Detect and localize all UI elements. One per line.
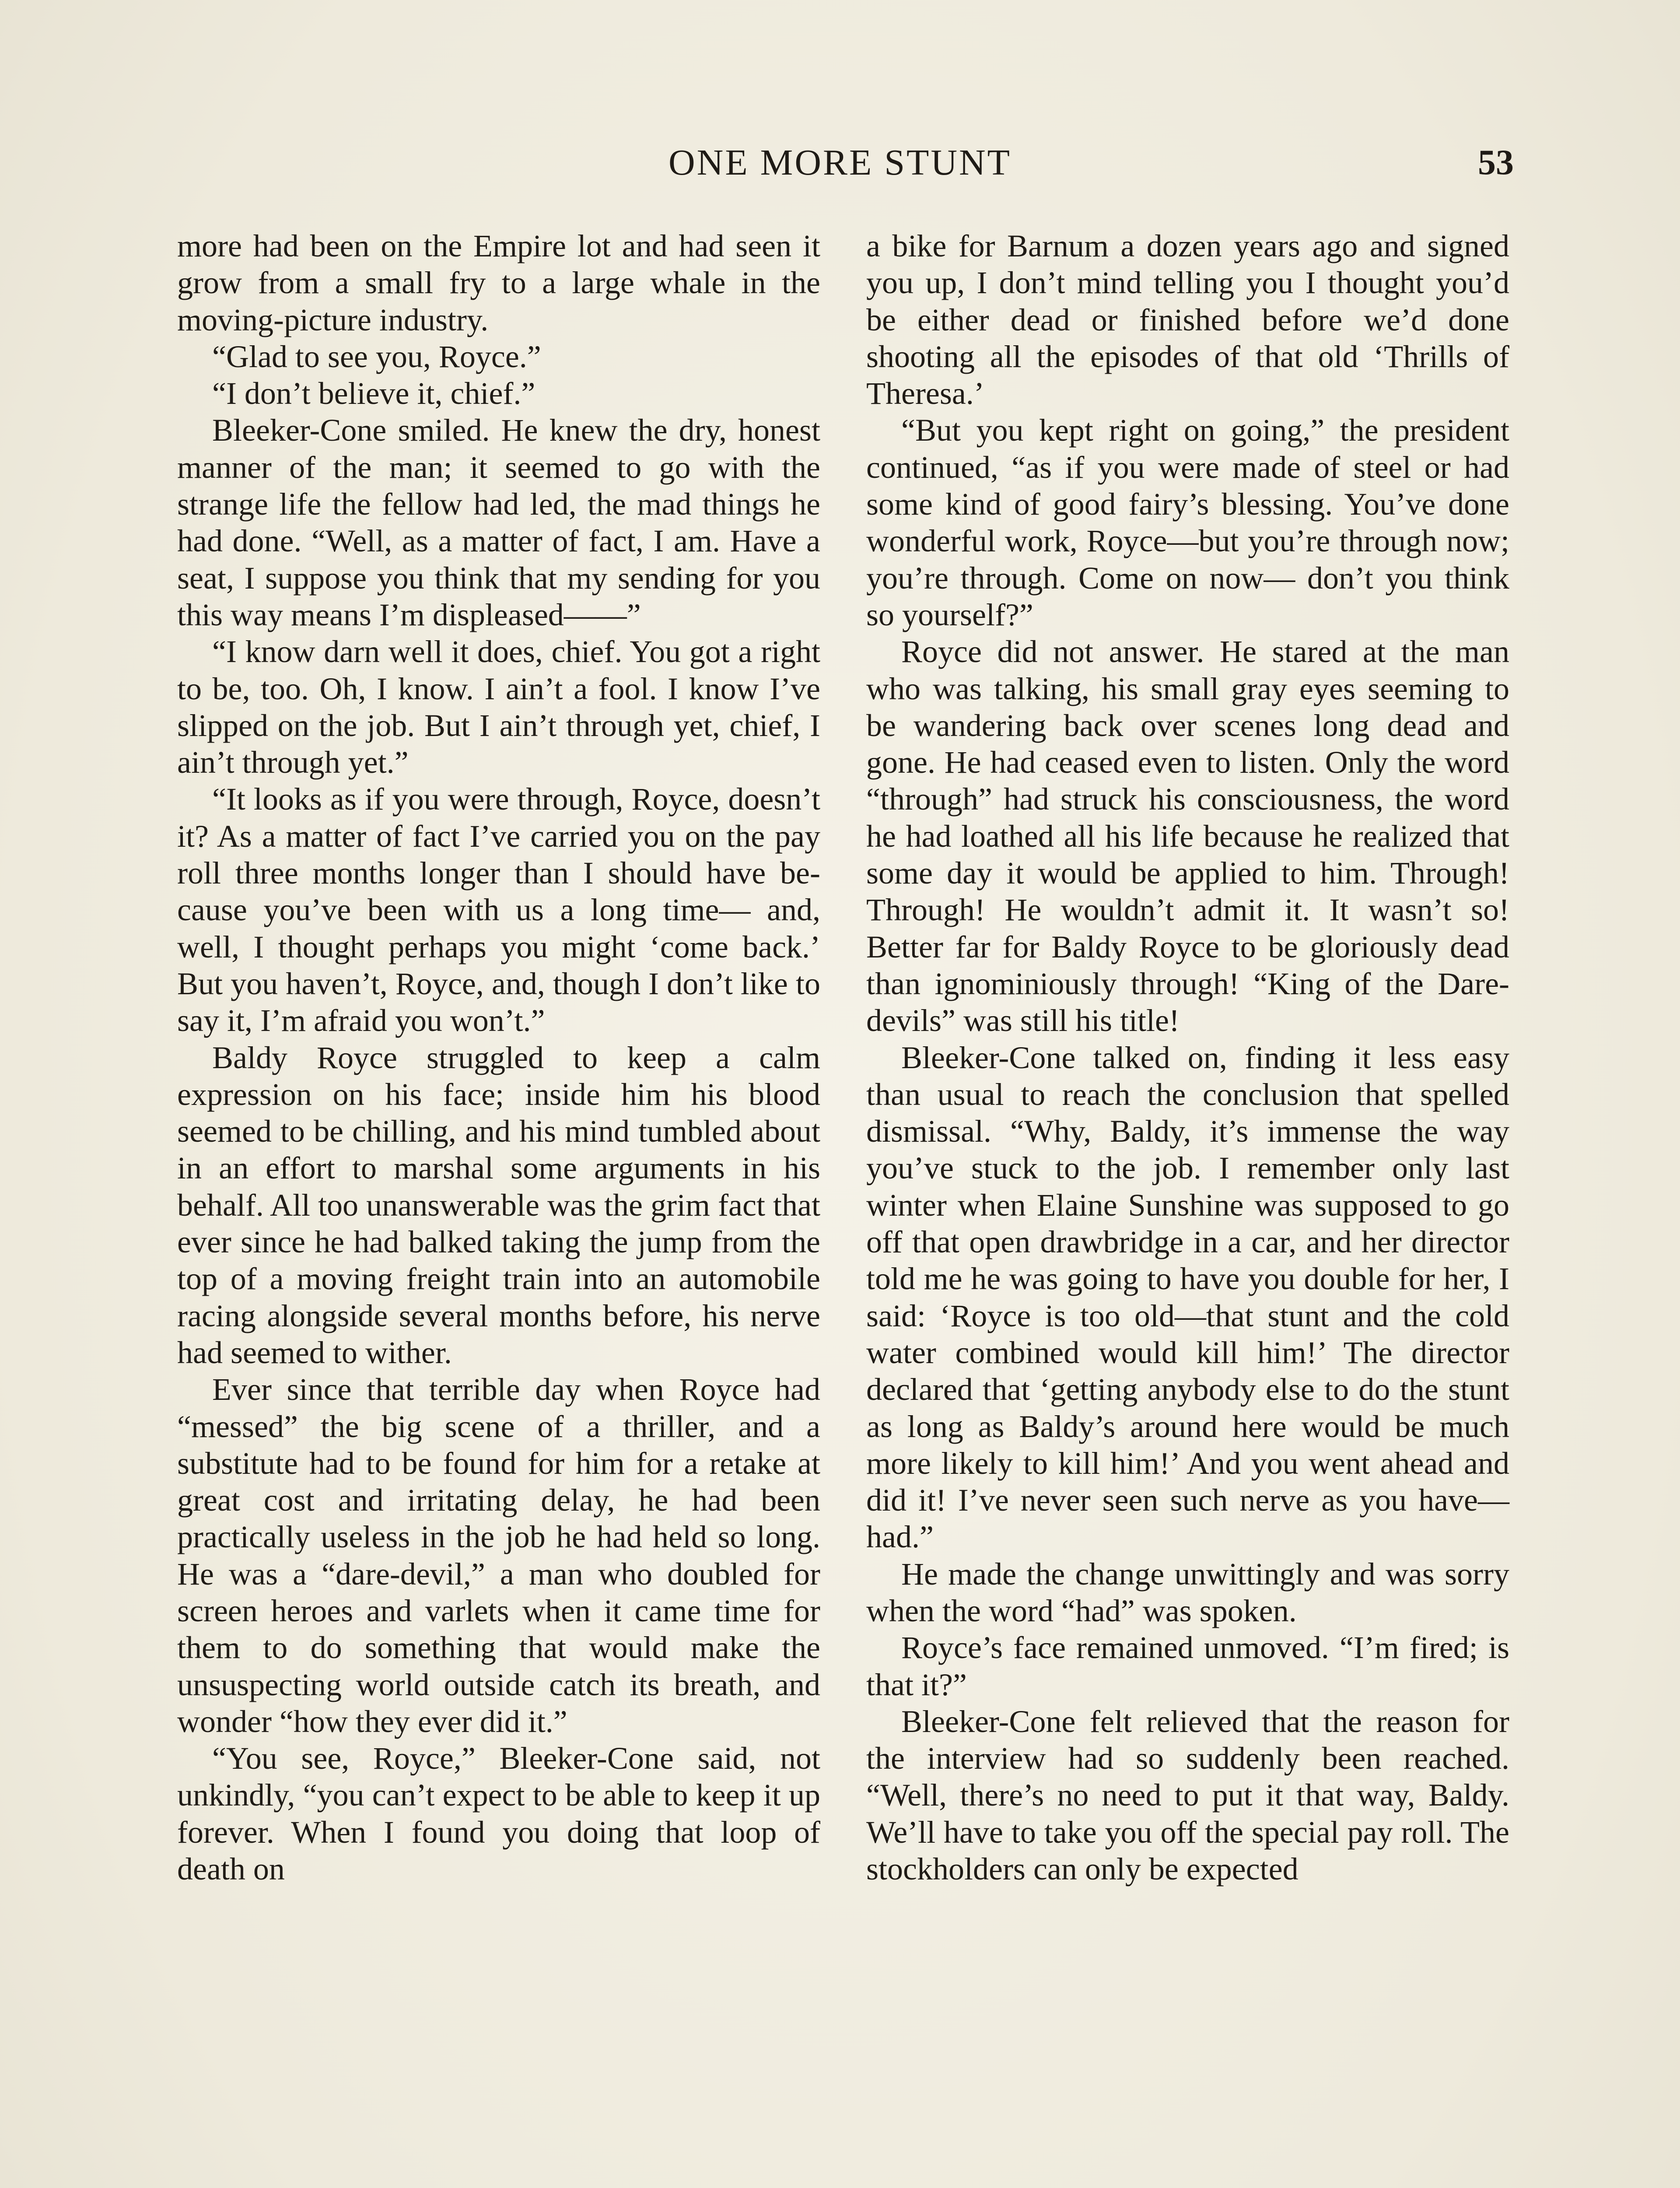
paragraph: “Glad to see you, Royce.” [212, 339, 541, 374]
left-column [177, 228, 820, 1887]
paragraph: Royce’s face remained unmoved. “I’m fired; is that it?” [866, 1630, 1509, 1702]
page-number: 53 [1478, 142, 1514, 182]
right-column [866, 228, 1509, 1887]
paragraph: Ever since that terrible day when Royce had “messed” the big scene of a thriller, and a substitute had to be found for him for a retake at great cost and irritating delay, he had been practically useless in the job he had held so long. He was a “dare-devil,” a man who doubled for screen heroes and varlets when it came time for them to do something that would make the unsuspecting world outside catch its breath, and wonder “how they ever did it.” [177, 1372, 820, 1739]
paragraph: “It looks as if you were through, Royce, doesn’t it? As a matter of fact I’ve carried you on the pay roll three months longer than I should have because you’ve been with us a long time— and, well, I thought perhaps you might ‘come back.’ But you haven’t, Royce, and, though I don’t like to say it, I’m afraid you won’t.” [177, 782, 820, 1038]
paragraph: “I know darn well it does, chief. You got a right to be, too. Oh, I know. I ain’t a fool. I know I’ve slipped on the job. But I ain’t through yet, chief, I ain’t through yet.” [177, 634, 820, 780]
paragraph: He made the change unwittingly and was sorry when the word “had” was spoken. [866, 1556, 1509, 1628]
paragraph: “But you kept right on going,” the president continued, “as if you were made of steel or had some kind of good fairy’s blessing. You’ve done wonderful work, Royce—but you’re through now; you’re through. Come on now— don’t you think so yourself?” [866, 413, 1509, 632]
paragraph: Bleeker-Cone felt relieved that the reason for the interview had so suddenly been reached. “Well, there’s no need to put it that way, Baldy. We’ll have to take you off the special pay roll. The stockholders can only be expected [866, 1704, 1509, 1887]
paragraph: Bleeker-Cone smiled. He knew the dry, honest manner of the man; it seemed to go with the strange life the fellow had led, the mad things he had done. “Well, as a matter of fact, I am. Have a seat, I suppose you think that my sending for you this way means I’m displeased——” [177, 413, 820, 632]
paragraph: Royce did not answer. He stared at the man who was talking, his small gray eyes seeming to be wandering back over scenes long dead and gone. He had ceased even to listen. Only the word “through” had struck his consciousness, the word he had loathed all his life because he realized that some day it would be applied to him. Through! Through! He wouldn’t admit it. It wasn’t so! Better far for Baldy Royce to be gloriously dead than ignominiously through! “King of the Dare-devils” was still his title! [866, 634, 1509, 1038]
paragraph: “You see, Royce,” Bleeker-Cone said, not unkindly, “you can’t expect to be able to keep it up forever. When I found you doing that loop of death on [177, 1741, 820, 1887]
paragraph: Bleeker-Cone talked on, finding it less easy than usual to reach the conclusion that spelled dismissal. “Why, Baldy, it’s immense the way you’ve stuck to the job. I remember only last winter when Elaine Sunshine was supposed to go off that open drawbridge in a car, and her director told me he was going to have you double for her, I said: ‘Royce is too old—that stunt and the cold water combined would kill him!’ The director declared that ‘getting anybody else to do the stunt as long as Baldy’s around here would be much more likely to kill him!’ And you went ahead and did it! I’ve never seen such nerve as you have—had.” [866, 1040, 1509, 1555]
paragraph: a bike for Barnum a dozen years ago and signed you up, I don’t mind telling you I thought you’d be either dead or finished before we’d done shooting all the episodes of that old ‘Thrills of Theresa.’ [866, 228, 1509, 411]
running-title: ONE MORE STUNT [668, 142, 1012, 183]
paragraph: more had been on the Empire lot and had seen it grow from a small fry to a large whale in the moving-picture industry. [177, 228, 820, 337]
paragraph: Baldy Royce struggled to keep a calm expression on his face; inside him his blood seemed to be chilling, and his mind tumbled about in an effort to marshal some arguments in his behalf. All too unanswerable was the grim fact that ever since he had balked taking the jump from the top of a moving freight train into an automobile racing alongside several months before, his nerve had seemed to wither. [177, 1040, 820, 1370]
paragraph: “I don’t believe it, chief.” [212, 376, 536, 411]
